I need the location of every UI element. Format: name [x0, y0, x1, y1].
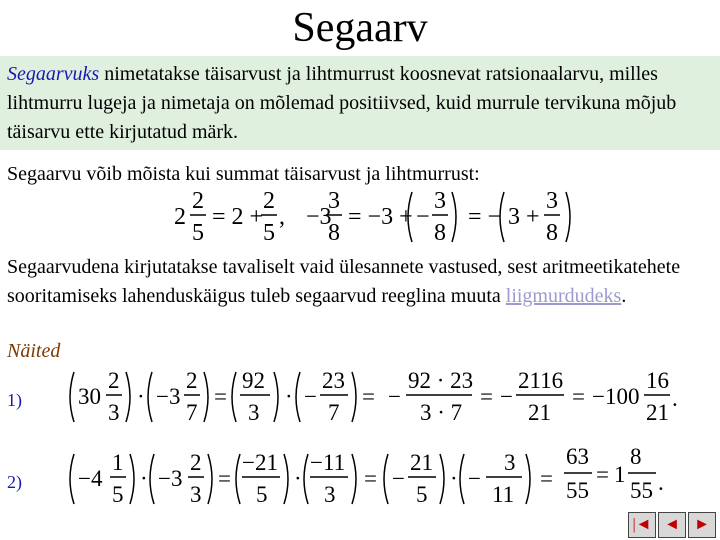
e2-end: .: [658, 470, 664, 495]
f1-b-eq: = −3 +: [348, 204, 413, 230]
example2-formula: [64, 448, 684, 510]
paragraph-sum: Segaarvu võib mõista kui summat täisarvust ja lihtmurrust:: [7, 163, 480, 185]
paren-right: [284, 454, 288, 504]
f1-b-den2: 8: [434, 220, 446, 246]
e2-dot2: ·: [294, 466, 302, 491]
paren-left: [70, 372, 74, 422]
e2-w8: 1: [614, 462, 626, 487]
paren-right: [526, 454, 530, 504]
e2-dot: ·: [140, 466, 148, 491]
paren-right: [352, 454, 356, 504]
e2-eq4: =: [596, 462, 609, 487]
e2-d6: 11: [492, 482, 515, 507]
e1-d7: 21: [646, 400, 669, 425]
e1-eq1: =: [214, 384, 227, 409]
e1-eq3: =: [480, 384, 493, 409]
paren-right: [440, 454, 444, 504]
f1-b-minus: −: [416, 204, 430, 230]
paren-right: [204, 372, 208, 422]
e2-d2: 3: [190, 482, 202, 507]
paragraph2-end: .: [621, 285, 627, 307]
paren-left: [232, 372, 236, 422]
e1-d4: 7: [328, 400, 340, 425]
paren-right: [274, 372, 278, 422]
e1-w2: −3: [156, 384, 181, 409]
e1-dot: ·: [137, 384, 145, 409]
e1-n3: 92: [242, 368, 265, 393]
e2-d7: 55: [566, 478, 589, 503]
e1-n6: 2116: [518, 368, 564, 393]
link-liigmurdudeks[interactable]: liigmurdudeks: [505, 285, 622, 307]
e1-end: .: [672, 386, 678, 411]
skip-back-icon: |◄: [632, 516, 652, 533]
paren-left: [148, 372, 152, 422]
e1-d5: 3 · 7: [420, 400, 463, 425]
paren-left: [500, 192, 504, 242]
e1-n1: 2: [108, 368, 120, 393]
e2-n2: 2: [190, 450, 202, 475]
f1-a-den: 5: [192, 220, 204, 246]
e1-eq4: =: [572, 384, 585, 409]
e2-minus1: −: [392, 466, 405, 491]
arrow-left-icon: ◄: [664, 516, 680, 533]
examples-label: Näited: [7, 340, 61, 362]
definition-term: Segaarvuks: [7, 63, 100, 85]
f1-a-den2: 5: [263, 220, 275, 246]
e1-minus2: −: [388, 384, 401, 409]
e2-d1: 5: [112, 482, 124, 507]
paren-right: [126, 372, 130, 422]
paren-left: [236, 454, 240, 504]
definition-text: [7, 60, 713, 147]
f1-b-eq2: = −: [468, 204, 502, 230]
e2-d4: 3: [324, 482, 336, 507]
e2-n7: 63: [566, 448, 589, 469]
e2-d3: 5: [256, 482, 268, 507]
e1-w7: −100: [592, 384, 640, 409]
f1-b-num3: 3: [546, 188, 558, 214]
paren-left: [460, 454, 464, 504]
paren-left: [150, 454, 154, 504]
e1-minus1: −: [304, 384, 317, 409]
paragraph-improper: [7, 253, 713, 311]
e2-eq1: =: [218, 466, 231, 491]
example2-number: 2): [7, 472, 22, 492]
e1-eq2: =: [362, 384, 375, 409]
paren-right: [352, 372, 356, 422]
paren-left: [296, 372, 300, 422]
paren-right: [208, 454, 212, 504]
e1-n2: 2: [186, 368, 198, 393]
paren-right: [566, 192, 570, 242]
f1-b-num: 3: [328, 188, 340, 214]
f1-a-whole: 2: [174, 204, 186, 230]
first-slide-button[interactable]: [628, 512, 656, 538]
e2-w1: −4: [78, 466, 103, 491]
f1-b-whole2: 3 +: [508, 204, 540, 230]
e2-n5: 21: [410, 450, 433, 475]
f1-a-eq: = 2 +: [212, 204, 264, 230]
example1-formula: [64, 366, 684, 428]
previous-slide-button[interactable]: [658, 512, 686, 538]
definition-body: nimetatakse täisarvust ja lihtmurrust koosnevat ratsionaalarvu, milles lihtmurru lugeja ja nimetaja on mõlemad positiivsed, kuid murrule tervikuna mõjub täisarvu ette kirjutatud märk.: [7, 63, 677, 143]
f1-b-den: 8: [328, 220, 340, 246]
f1-b-num2: 3: [434, 188, 446, 214]
e1-n5: 92 · 23: [408, 368, 474, 393]
f1-comma: ,: [279, 204, 285, 230]
next-slide-button[interactable]: [688, 512, 716, 538]
e2-d5: 5: [416, 482, 428, 507]
e1-n7: 16: [646, 368, 669, 393]
f1-a-num: 2: [192, 188, 204, 214]
e1-d2: 7: [186, 400, 198, 425]
e1-d3: 3: [248, 400, 260, 425]
e2-minus2: −: [468, 466, 481, 491]
e2-n8: 8: [630, 448, 642, 469]
e2-eq3: =: [540, 466, 553, 491]
example1-number: 1): [7, 390, 22, 410]
f1-b-whole: −3: [306, 204, 332, 230]
formula-mixed-number-sum: [160, 186, 580, 248]
e1-w1: 30: [78, 384, 101, 409]
e1-dot2: ·: [285, 384, 293, 409]
e2-eq2: =: [364, 466, 377, 491]
paren-right: [130, 454, 134, 504]
e2-n4: −11: [310, 450, 346, 475]
arrow-right-icon: ►: [694, 516, 710, 533]
e2-n6: 3: [504, 450, 516, 475]
page-title: Segaarv: [292, 5, 428, 51]
e2-n3: −21: [242, 450, 278, 475]
paren-right: [452, 192, 456, 242]
e2-d8: 55: [630, 478, 653, 503]
paren-left: [70, 454, 74, 504]
e1-d6: 21: [528, 400, 551, 425]
paragraph2-text: Segaarvudena kirjutatakse tavaliselt vaid ülesannete vastused, sest aritmeetikatehete sooritamiseks lahenduskäigus tuleb segaarvud reeglina muuta: [7, 256, 681, 307]
e2-n1: 1: [112, 450, 124, 475]
f1-a-num2: 2: [263, 188, 275, 214]
e2-dot3: ·: [450, 466, 458, 491]
e1-n4: 23: [322, 368, 345, 393]
f1-b-den3: 8: [546, 220, 558, 246]
e1-minus3: −: [500, 384, 513, 409]
paren-left: [304, 454, 308, 504]
paren-left: [384, 454, 388, 504]
e2-w2: −3: [158, 466, 183, 491]
e1-d1: 3: [108, 400, 120, 425]
